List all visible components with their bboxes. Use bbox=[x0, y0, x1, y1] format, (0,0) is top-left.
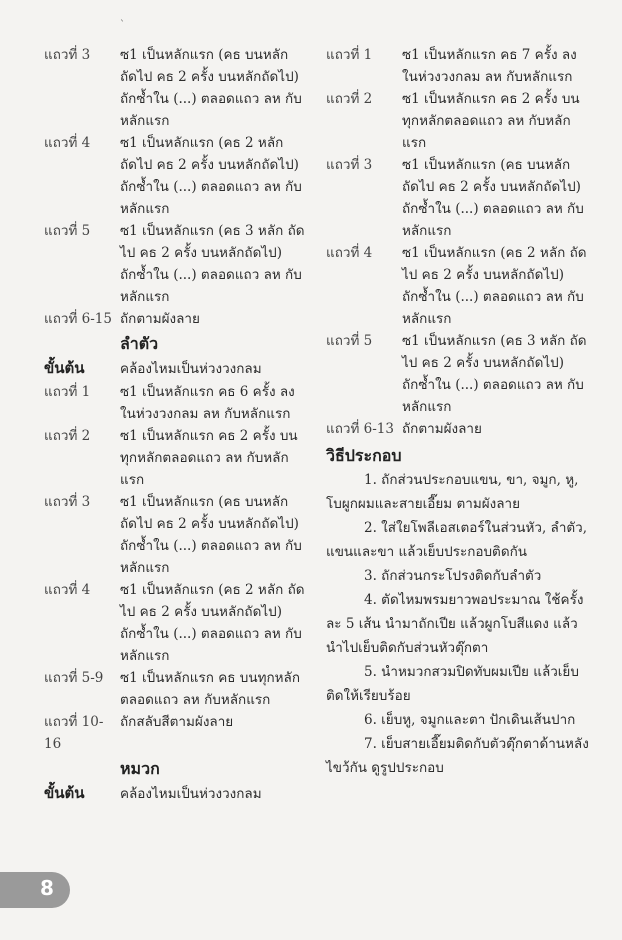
row-text-line: ถัดไป คธ 2 ครั้ง บนหลักถัดไป) bbox=[120, 69, 299, 85]
row-text-line: หลักแรก bbox=[402, 399, 452, 415]
row-text-line: ถัดไป คธ 2 ครั้ง บนหลักถัดไป) bbox=[402, 179, 581, 195]
instruction-row bbox=[44, 381, 302, 425]
row-text bbox=[402, 242, 587, 330]
row-label: แถวที่ 10-16 bbox=[44, 714, 104, 752]
row-text bbox=[120, 44, 302, 132]
assembly-step: 3. ถักส่วนกระโปรงติดกับลำตัว bbox=[364, 568, 542, 584]
row-text bbox=[120, 381, 302, 425]
row-text bbox=[402, 88, 586, 154]
instruction-row bbox=[326, 154, 586, 242]
row-label: แถวที่ 4 bbox=[326, 245, 373, 261]
assembly-step-continuation: ติดให้เรียบร้อย bbox=[326, 688, 411, 704]
print-mark: ` bbox=[120, 20, 125, 31]
row-label: แถวที่ 6-15 bbox=[44, 311, 112, 327]
row-text-line: หลักแรก bbox=[120, 289, 170, 305]
base-text: คล้องไหมเป็นห่วงวงกลม bbox=[120, 786, 262, 802]
row-label: แถวที่ 3 bbox=[44, 494, 91, 510]
row-text-line: ถักซ้ำใน (...) ตลอดแถว ลห กับ bbox=[120, 91, 302, 107]
row-text-line: ถักซ้ำใน (...) ตลอดแถว ลห กับ bbox=[120, 267, 302, 283]
instruction-row bbox=[44, 308, 302, 330]
row-text bbox=[120, 220, 305, 308]
row-text-line: ทุกหลักตลอดแถว ลห กับหลัก bbox=[402, 113, 571, 129]
instruction-row bbox=[326, 88, 586, 154]
section-title-body: ลำตัว bbox=[120, 334, 159, 353]
row-text-line: ตลอดแถว ลห กับหลักแรก bbox=[120, 692, 271, 708]
row-text-line: ไป คธ 2 ครั้ง บนหลักถัดไป) bbox=[402, 267, 564, 283]
row-text-line: ถักซ้ำใน (...) ตลอดแถว ลห กับ bbox=[402, 289, 584, 305]
instruction-row bbox=[326, 330, 586, 418]
row-text-line: ถักซ้ำใน (...) ตลอดแถว ลห กับ bbox=[402, 201, 584, 217]
row-text-line: ซ1 เป็นหลักแรก คธ 2 ครั้ง บน bbox=[120, 428, 298, 444]
row-label: แถวที่ 4 bbox=[44, 582, 91, 598]
row-text bbox=[120, 491, 302, 579]
row-text-line: แรก bbox=[402, 135, 427, 151]
row-text-line: ถักสลับสีตามผังลาย bbox=[120, 714, 234, 730]
row-text-line: ถัดไป คธ 2 ครั้ง บนหลักถัดไป) bbox=[120, 516, 299, 532]
row-text-line: หลักแรก bbox=[402, 311, 452, 327]
instruction-row bbox=[44, 491, 302, 579]
row-text-line: ถักซ้ำใน (...) ตลอดแถว ลห กับ bbox=[120, 538, 302, 554]
row-label: แถวที่ 5 bbox=[326, 333, 373, 349]
instruction-row bbox=[44, 220, 305, 308]
row-text-line: ซ1 เป็นหลักแรก (คธ 2 หลัก bbox=[120, 135, 284, 151]
row-text-line: หลักแรก bbox=[402, 223, 452, 239]
row-label: แถวที่ 2 bbox=[326, 91, 373, 107]
assembly-step-continuation: นำไปเย็บติดกับส่วนหัวตุ๊กตา bbox=[326, 640, 489, 656]
row-text-line: ถัดไป คธ 2 ครั้ง บนหลักถัดไป) bbox=[120, 157, 299, 173]
page-number-tab bbox=[0, 872, 70, 908]
row-label: แถวที่ 3 bbox=[326, 157, 373, 173]
assembly-step: 4. ตัดไหมพรมยาวพอประมาณ ใช้ครั้ง bbox=[364, 592, 584, 608]
row-text bbox=[120, 132, 302, 220]
row-label: แถวที่ 4 bbox=[44, 135, 91, 151]
row-text-line: ไป คธ 2 ครั้ง บนหลักถัดไป) bbox=[120, 604, 282, 620]
row-text-line: ซ1 เป็นหลักแรก คธ 7 ครั้ง ลง bbox=[402, 47, 577, 63]
row-text-line: หลักแรก bbox=[120, 560, 170, 576]
row-text-line: ในห่วงวงกลม ลห กับหลักแรก bbox=[402, 69, 573, 85]
section-title-hat: หมวก bbox=[120, 759, 160, 778]
row-text-line: ซ1 เป็นหลักแรก คธ บนทุกหลัก bbox=[120, 670, 300, 686]
row-text-line: หลักแรก bbox=[120, 113, 170, 129]
assembly-step: 5. นำหมวกสวมปิดทับผมเปีย แล้วเย็บ bbox=[364, 664, 579, 680]
assembly-step-continuation: โบผูกผมและสายเอี๊ยม ตามผังลาย bbox=[326, 496, 521, 512]
row-text-line: ทุกหลักตลอดแถว ลห กับหลัก bbox=[120, 450, 289, 466]
row-text bbox=[402, 330, 587, 418]
section-title-assembly: วิธีประกอบ bbox=[326, 446, 402, 465]
row-label: แถวที่ 5-9 bbox=[44, 670, 104, 686]
row-label: แถวที่ 6-13 bbox=[326, 421, 394, 437]
assembly-step: 1. ถักส่วนประกอบแขน, ขา, จมูก, หู, bbox=[364, 472, 579, 488]
row-label: แถวที่ 3 bbox=[44, 47, 91, 63]
row-text-line: หลักแรก bbox=[120, 648, 170, 664]
instruction-row bbox=[44, 425, 302, 491]
assembly-step: 7. เย็บสายเอี๊ยมติดกับตัวตุ๊กตาด้านหลัง bbox=[364, 736, 589, 752]
row-text-line: ซ1 เป็นหลักแรก (คธ บนหลัก bbox=[402, 157, 571, 173]
instruction-row bbox=[44, 579, 305, 667]
row-text bbox=[402, 44, 586, 88]
row-text-line: ซ1 เป็นหลักแรก (คธ 2 หลัก ถัด bbox=[402, 245, 587, 261]
row-text bbox=[402, 154, 586, 242]
page-number: 8 bbox=[40, 876, 54, 900]
assembly-step-continuation: ละ 5 เส้น นำมาถักเปีย แล้วผูกโบสีแดง แล้ว bbox=[326, 616, 578, 632]
row-text-line: ถักซ้ำใน (...) ตลอดแถว ลห กับ bbox=[120, 179, 302, 195]
row-text-line: ซ1 เป็นหลักแรก (คธ 3 หลัก ถัด bbox=[402, 333, 587, 349]
instruction-row bbox=[326, 418, 586, 440]
instruction-row bbox=[326, 242, 586, 330]
row-text-line: ซ1 เป็นหลักแรก (คธ 2 หลัก ถัด bbox=[120, 582, 305, 598]
base-label: ขั้นต้น bbox=[44, 359, 85, 377]
base-text: คล้องไหมเป็นห่วงวงกลม bbox=[120, 361, 262, 377]
base-row-body bbox=[44, 356, 302, 381]
row-text bbox=[120, 579, 305, 667]
row-label: แถวที่ 1 bbox=[326, 47, 373, 63]
row-label: แถวที่ 1 bbox=[44, 384, 91, 400]
row-text bbox=[120, 711, 302, 755]
row-text-line: ซ1 เป็นหลักแรก (คธ บนหลัก bbox=[120, 494, 289, 510]
instruction-row bbox=[326, 44, 586, 88]
assembly-step-continuation: ไขว้กัน ดูรูปประกอบ bbox=[326, 760, 444, 776]
row-text bbox=[120, 667, 302, 711]
row-text-line: ถักตามผังลาย bbox=[120, 311, 200, 327]
left-column bbox=[44, 44, 305, 806]
row-text-line: ถักซ้ำใน (...) ตลอดแถว ลห กับ bbox=[120, 626, 302, 642]
row-text-line: ไป คธ 2 ครั้ง บนหลักถัดไป) bbox=[120, 245, 282, 261]
row-text-line: แรก bbox=[120, 472, 145, 488]
row-text-line: ซ1 เป็นหลักแรก คธ 6 ครั้ง ลง bbox=[120, 384, 295, 400]
assembly-step: 2. ใส่ใยโพลีเอสเตอร์ในส่วนหัว, ลำตัว, bbox=[364, 520, 588, 536]
assembly-step: 6. เย็บหู, จมูกและตา ปักเดินเส้นปาก bbox=[364, 712, 576, 728]
base-row-hat bbox=[44, 781, 302, 806]
row-label: แถวที่ 2 bbox=[44, 428, 91, 444]
right-rows bbox=[326, 44, 586, 440]
instruction-row bbox=[44, 667, 302, 711]
row-text-line: ถักซ้ำใน (...) ตลอดแถว ลห กับ bbox=[402, 377, 584, 393]
row-text bbox=[120, 425, 302, 491]
row-text-line: ถักตามผังลาย bbox=[402, 421, 482, 437]
row-text-line: ไป คธ 2 ครั้ง บนหลักถัดไป) bbox=[402, 355, 564, 371]
row-text bbox=[120, 308, 302, 330]
row-text-line: ในห่วงวงกลม ลห กับหลักแรก bbox=[120, 406, 291, 422]
instruction-row bbox=[44, 44, 302, 132]
left-rows-part2 bbox=[44, 381, 305, 755]
instruction-row bbox=[44, 132, 302, 220]
left-rows-part1 bbox=[44, 44, 305, 330]
row-text-line: หลักแรก bbox=[120, 201, 170, 217]
base-label: ขั้นต้น bbox=[44, 784, 85, 802]
row-text-line: ซ1 เป็นหลักแรก คธ 2 ครั้ง บน bbox=[402, 91, 580, 107]
row-text-line: ซ1 เป็นหลักแรก (คธ บนหลัก bbox=[120, 47, 289, 63]
row-label: แถวที่ 5 bbox=[44, 223, 91, 239]
assembly-step-continuation: แขนและขา แล้วเย็บประกอบติดกัน bbox=[326, 544, 527, 560]
right-column bbox=[326, 44, 589, 780]
instruction-row bbox=[44, 711, 302, 755]
assembly-steps bbox=[326, 468, 589, 780]
row-text-line: ซ1 เป็นหลักแรก (คธ 3 หลัก ถัด bbox=[120, 223, 305, 239]
row-text bbox=[402, 418, 586, 440]
